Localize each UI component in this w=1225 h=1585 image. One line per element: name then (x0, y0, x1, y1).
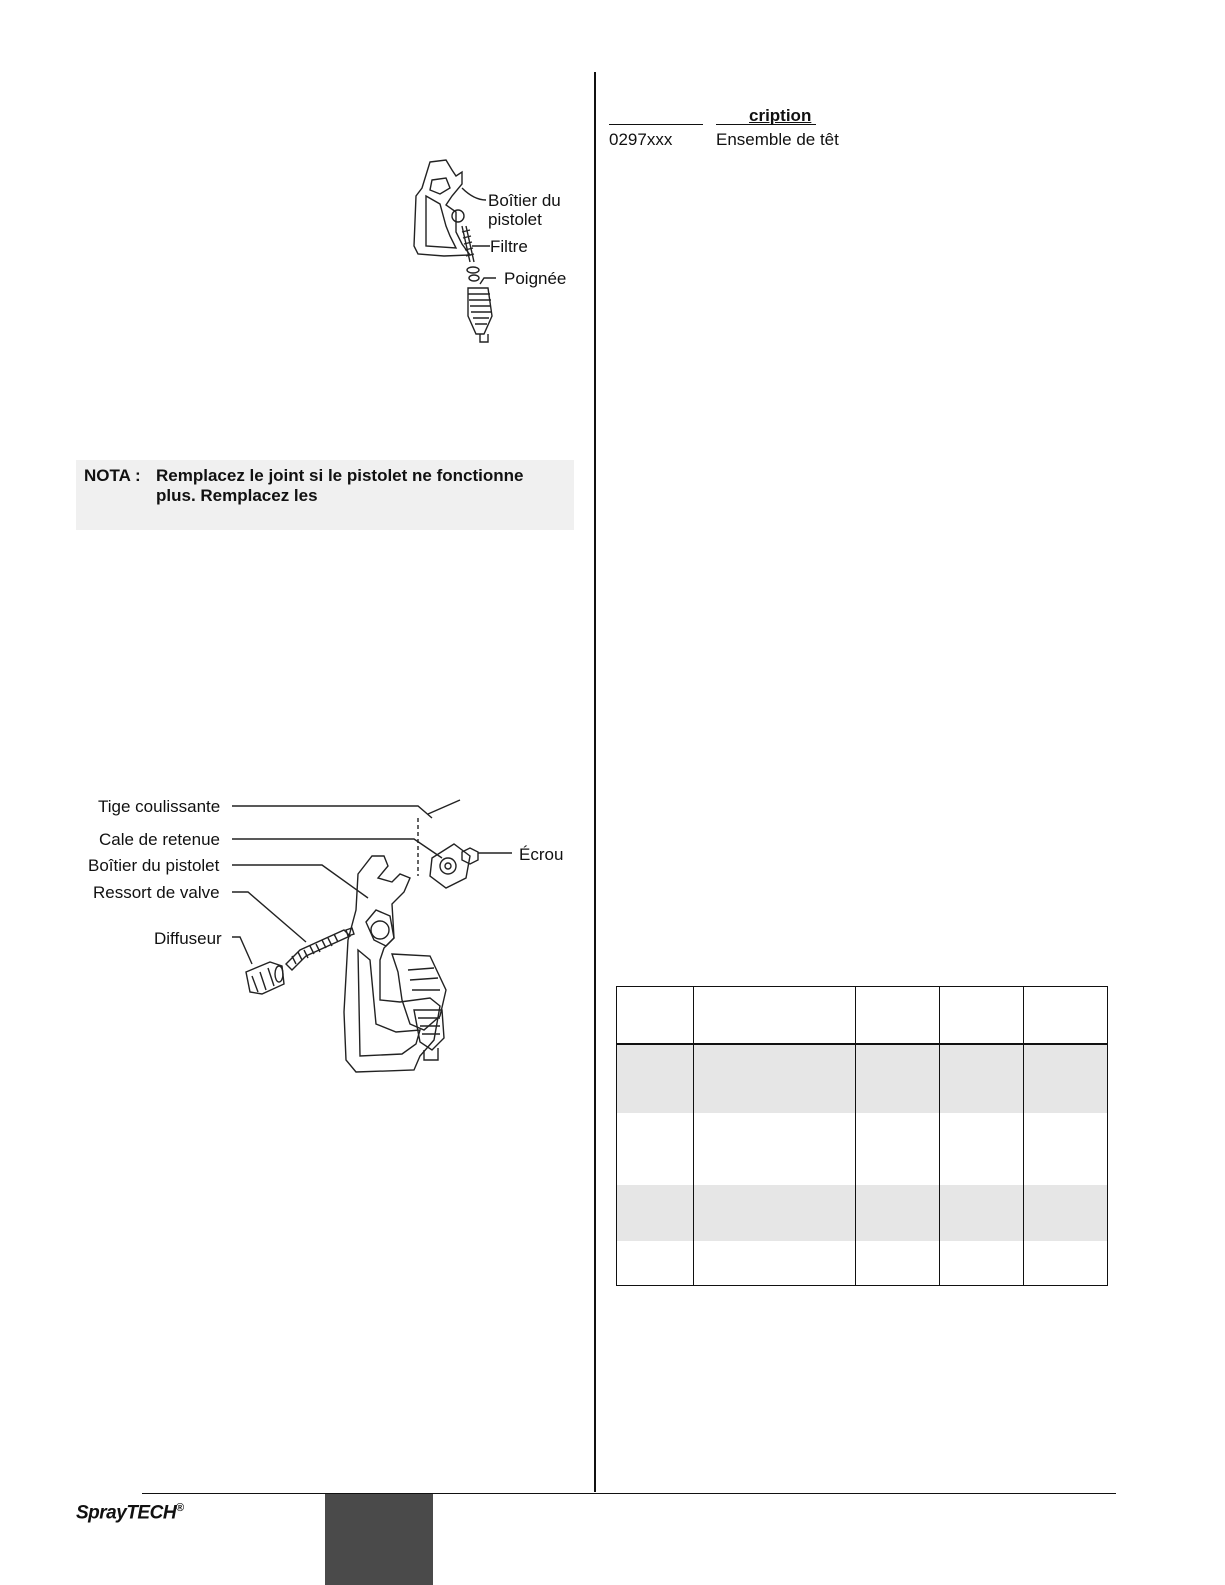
label-diffuser: Diffuseur (154, 929, 222, 948)
label-retaining-shim: Cale de retenue (99, 830, 220, 849)
note-box (76, 460, 574, 530)
note-heading: NOTA : (84, 466, 141, 485)
table-header-rule (617, 1043, 1107, 1045)
label-slide-rod: Tige coulissante (98, 797, 221, 816)
label-nut: Écrou (519, 845, 564, 864)
part-no-header-rule (609, 124, 703, 125)
logo-registered: ® (176, 1502, 184, 1514)
column-divider (594, 72, 596, 1492)
logo-prefix: Spray (76, 1502, 127, 1524)
footer-rule (142, 1493, 1116, 1494)
table-column-rule (855, 987, 856, 1285)
note-text: Remplacez le joint si le pistolet ne fonctionne plus. Remplacez les (156, 466, 524, 505)
table-column-rule (693, 987, 694, 1285)
label-filter: Filtre (490, 237, 528, 256)
table-row-band (617, 1045, 1107, 1113)
logo-suffix: TECH (126, 1502, 177, 1524)
description-header: cription (749, 106, 812, 125)
label-gun-body-top: Boîtier du pistolet (488, 191, 561, 229)
part-number: 0297xxx (609, 130, 673, 149)
label-gun-body: Boîtier du pistolet (88, 856, 220, 875)
spraytech-logo (76, 1502, 184, 1524)
footer-page-tab (325, 1494, 433, 1585)
label-valve-spring: Ressort de valve (93, 883, 220, 902)
empty-table (616, 986, 1108, 1286)
table-row-band (617, 1185, 1107, 1241)
table-column-rule (939, 987, 940, 1285)
table-column-rule (1023, 987, 1024, 1285)
label-handle: Poignée (504, 269, 567, 288)
part-description: Ensemble de têt (716, 130, 839, 149)
